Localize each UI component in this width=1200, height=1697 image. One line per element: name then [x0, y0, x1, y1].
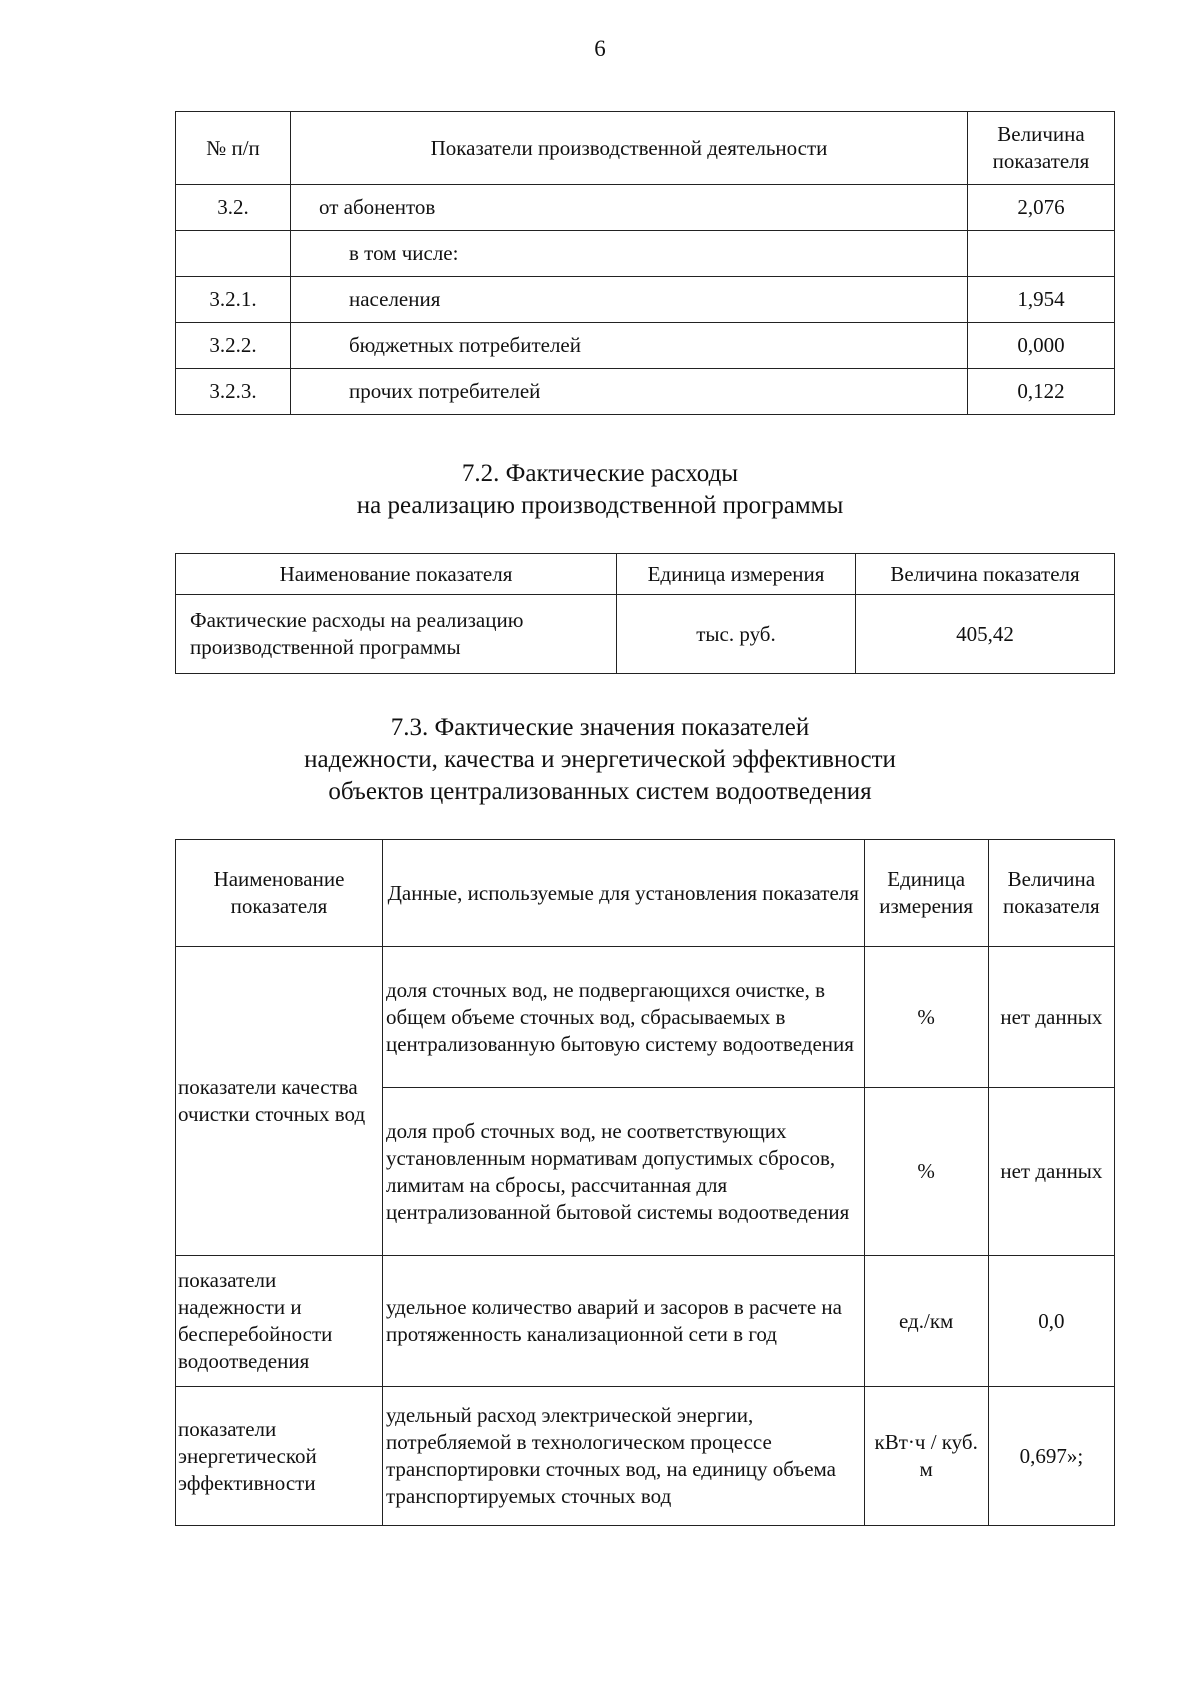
table-row — [176, 595, 1115, 674]
table-row — [176, 369, 1115, 415]
section-7-3-heading — [0, 712, 1200, 808]
row-unit: кВт·ч / куб. м — [864, 1387, 988, 1526]
section-title-line: 7.2. Фактические расходы — [461, 460, 739, 487]
table-row — [176, 323, 1115, 369]
row-num — [176, 231, 291, 277]
row-data: удельное количество аварий и засоров в расчете на протяженность канализационной сети в год — [382, 1256, 864, 1387]
section-title-line: на реализацию производственной программы — [356, 492, 844, 519]
row-unit: тыс. руб. — [617, 595, 856, 674]
row-name: Фактические расходы на реализацию производственной программы — [176, 595, 617, 674]
row-data: доля проб сточных вод, не соответствующих установленным нормативам допустимых сбросов, лимитам на сбросы, рассчитанная для централизованной бытовой системы водоотведения — [382, 1088, 864, 1256]
table-header-row — [176, 112, 1115, 185]
row-value: 0,000 — [968, 323, 1115, 369]
header-unit: Единица измерения — [864, 840, 988, 947]
table-row — [176, 277, 1115, 323]
row-group: показатели энергетической эффективности — [176, 1387, 383, 1526]
table-row — [176, 231, 1115, 277]
row-group: показатели надежности и бесперебойности водоотведения — [176, 1256, 383, 1387]
table-row — [176, 1256, 1115, 1387]
row-data: доля сточных вод, не подвергающихся очистке, в общем объеме сточных вод, сбрасываемых в централизованную бытовую систему водоотведения — [382, 947, 864, 1088]
table-row — [176, 1387, 1115, 1526]
row-num: 3.2.3. — [176, 369, 291, 415]
table-header-row — [176, 554, 1115, 595]
row-unit: % — [864, 1088, 988, 1256]
row-unit: % — [864, 947, 988, 1088]
row-label: от абонентов — [291, 185, 968, 231]
row-label: населения — [291, 277, 968, 323]
row-unit: ед./км — [864, 1256, 988, 1387]
production-activity-table — [175, 111, 1115, 415]
row-value: 405,42 — [856, 595, 1115, 674]
row-data: удельный расход электрической энергии, потребляемой в технологическом процессе транспортировки сточных вод, на единицу объема транспортируемых сточных вод — [382, 1387, 864, 1526]
row-num: 3.2. — [176, 185, 291, 231]
header-name: Наименование показателя — [176, 554, 617, 595]
header-value: Величина показателя — [968, 112, 1115, 185]
section-7-2-heading — [0, 458, 1200, 522]
table-header-row — [176, 840, 1115, 947]
header-num: № п/п — [176, 112, 291, 185]
reliability-quality-efficiency-table — [175, 839, 1115, 1526]
header-unit: Единица измерения — [617, 554, 856, 595]
row-value: 2,076 — [968, 185, 1115, 231]
table-row — [176, 185, 1115, 231]
row-value: 0,122 — [968, 369, 1115, 415]
section-title-line: объектов централизованных систем водоотведения — [328, 778, 872, 805]
table-row — [176, 947, 1115, 1088]
header-value: Величина показателя — [856, 554, 1115, 595]
row-value: 1,954 — [968, 277, 1115, 323]
row-value: 0,697»; — [988, 1387, 1114, 1526]
page-number: 6 — [594, 36, 606, 61]
section-title-line: надежности, качества и энергетической эффективности — [304, 746, 896, 773]
header-data: Данные, используемые для установления показателя — [382, 840, 864, 947]
row-label: бюджетных потребителей — [291, 323, 968, 369]
header-value: Величина показателя — [988, 840, 1114, 947]
row-num: 3.2.1. — [176, 277, 291, 323]
row-label: в том числе: — [291, 231, 968, 277]
row-value — [968, 231, 1115, 277]
row-value: нет данных — [988, 947, 1114, 1088]
row-value: 0,0 — [988, 1256, 1114, 1387]
actual-expenses-table — [175, 553, 1115, 674]
row-value: нет данных — [988, 1088, 1114, 1256]
row-num: 3.2.2. — [176, 323, 291, 369]
section-title-line: 7.3. Фактические значения показателей — [390, 714, 810, 741]
header-indicator: Показатели производственной деятельности — [291, 112, 968, 185]
row-label: прочих потребителей — [291, 369, 968, 415]
header-name: Наименование показателя — [176, 840, 383, 947]
row-group: показатели качества очистки сточных вод — [176, 947, 383, 1256]
